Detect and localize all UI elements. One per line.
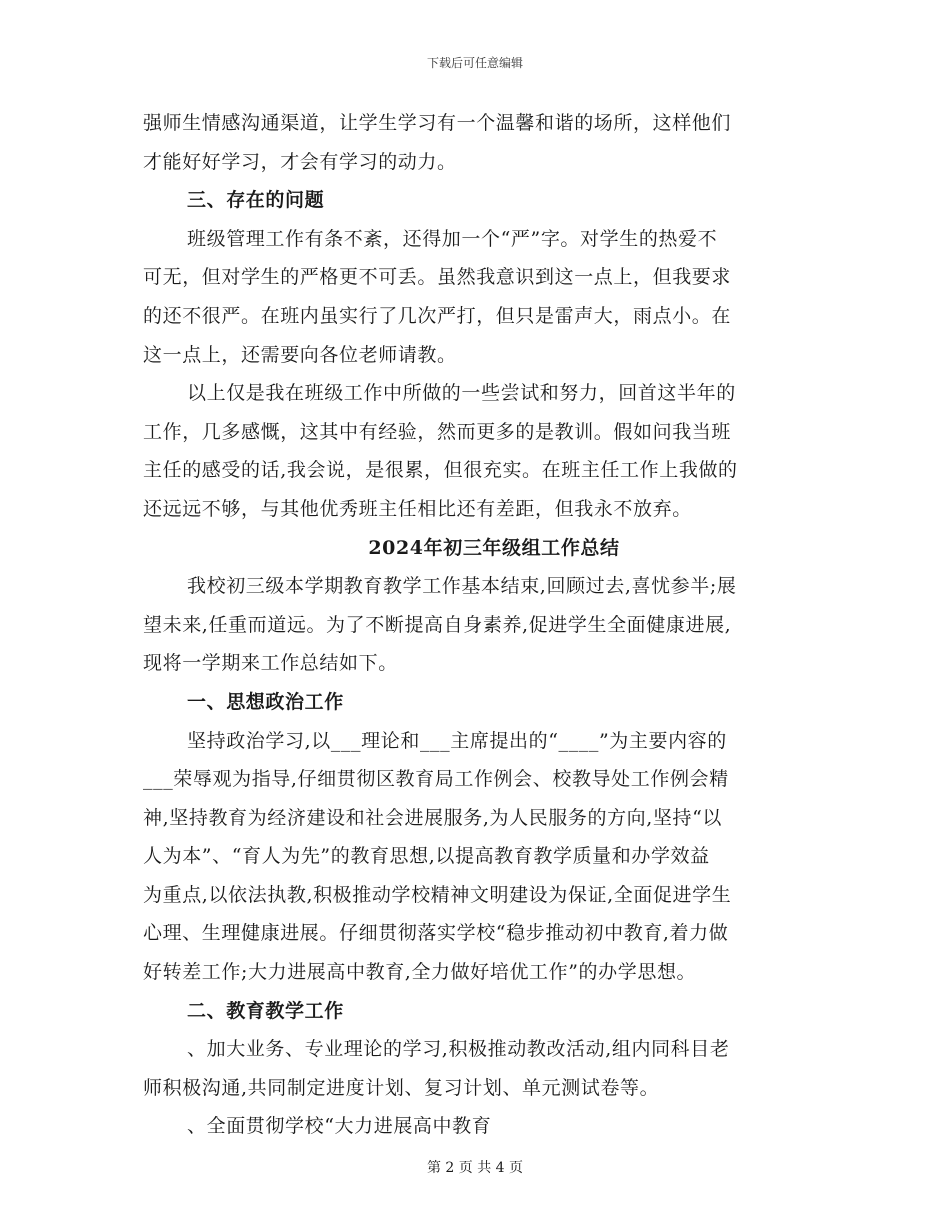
paragraph-first-line: 班级管理工作有条不紊，还得加一个“严”字。对学生的热爱不 <box>187 227 718 250</box>
paragraph-line: 的还不很严。在班内虽实行了几次严打，但只是雷声大，雨点小。在 <box>143 304 732 327</box>
section-heading: 三、存在的问题 <box>187 189 325 212</box>
paragraph-first-line: 以上仅是我在班级工作中所做的一些尝试和努力，回首这半年的 <box>187 382 736 405</box>
paragraph-line: ___荣辱观为指导,仔细贯彻区教育局工作例会、校教导处工作例会精 <box>143 768 729 791</box>
paragraph-first-line: 坚持政治学习,以___理论和___主席提出的“____”为主要内容的 <box>187 729 727 752</box>
paragraph-line: 神,坚持教育为经济建设和社会进展服务,为人民服务的方向,坚持“以 <box>143 806 723 829</box>
paragraph-line: 这一点上，还需要向各位老师请教。 <box>143 343 457 366</box>
section-heading: 二、教育教学工作 <box>187 999 344 1022</box>
paragraph-line: 望未来,任重而道远。为了不断提高自身素养,促进学生全面健康进展, <box>143 613 732 636</box>
document-body <box>143 104 805 1146</box>
paragraph-first-line: 、加大业务、专业理论的学习,积极推动教改活动,组内同科目老 <box>187 1038 730 1061</box>
document-title: 2024年初三年级组工作总结 <box>368 536 620 559</box>
paragraph-line: 人为本”、“育人为先”的教育思想,以提高教育教学质量和办学效益 <box>143 845 710 868</box>
paragraph-line: 可无，但对学生的严格更不可丢。虽然我意识到这一点上，但我要求 <box>143 266 732 289</box>
paragraph-line: 现将一学期来工作总结如下。 <box>143 652 398 675</box>
paragraph-line: 主任的感受的话,我会说，是很累，但很充实。在班主任工作上我做的 <box>143 459 738 482</box>
paragraph-line: 工作，几多感慨，这其中有经验，然而更多的是教训。假如问我当班 <box>143 420 732 443</box>
section-heading: 一、思想政治工作 <box>187 690 344 713</box>
paragraph-line: 还远远不够，与其他优秀班主任相比还有差距，但我永不放弃。 <box>143 497 692 520</box>
paragraph-line: 师积极沟通,共同制定进度计划、复习计划、单元测试卷等。 <box>143 1076 660 1099</box>
paragraph-first-line: 、全面贯彻学校“大力进展高中教育 <box>187 1115 492 1138</box>
paragraph-line: 强师生情感沟通渠道，让学生学习有一个温馨和谐的场所，这样他们 <box>143 112 732 134</box>
paragraph-line: 为重点,以依法执教,积极推动学校精神文明建设为保证,全面促进学生 <box>143 883 732 906</box>
paragraph-line: 才能好好学习，才会有学习的动力。 <box>143 150 457 173</box>
paragraph-line: 好转差工作;大力进展高中教育,全力做好培优工作”的办学思想。 <box>143 961 697 984</box>
paragraph-first-line: 我校初三级本学期教育教学工作基本结束,回顾过去,喜忧参半;展 <box>187 575 737 598</box>
paragraph-line: 心理、生理健康进展。仔细贯彻落实学校“稳步推动初中教育,着力做 <box>143 922 729 945</box>
page-header-note: 下载后可任意编辑 <box>426 56 523 70</box>
page-footer: 第 2 页 共 4 页 <box>426 1160 524 1176</box>
